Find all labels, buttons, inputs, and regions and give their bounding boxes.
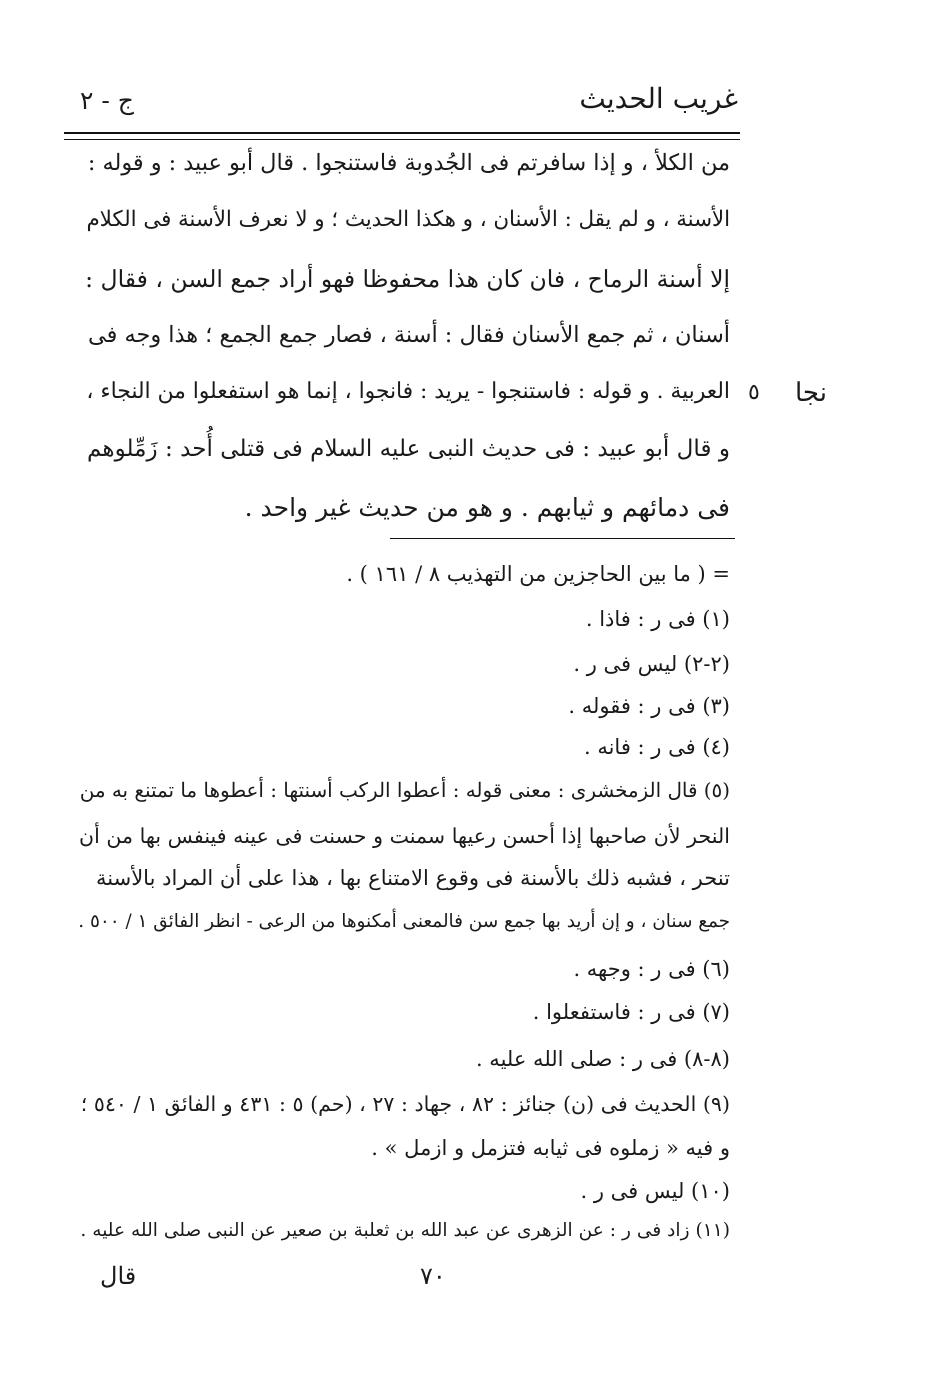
footnote-line: (١) فى ر : فاذا . <box>585 607 730 631</box>
footnote-line: (٩) الحديث فى (ن) جنائز : ٨٢ ، جهاد : ٢٧ ، (حم) ٥ : ٤٣١ و الفائق ١ / ٥٤٠ ؛ <box>80 1092 730 1116</box>
footnote-line: = ( ما بين الحاجزين من التهذيب ٨ / ١٦١ ) . <box>346 562 730 586</box>
footnote-line: تنحر ، فشبه ذلك بالأسنة فى وقوع الامتناع بها ، هذا على أن المراد بالأسنة <box>96 866 730 890</box>
footnote-line: جمع سنان ، و إن أريد بها جمع سن فالمعنى أمكنوها من الرعى - انظر الفائق ١ / ٥٠٠ . <box>78 911 730 932</box>
main-text-line: العربية . و قوله : فاستنجوا - يريد : فانجوا ، إنما هو استفعلوا من النجاء ، <box>86 379 730 404</box>
footnote-separator <box>390 538 735 539</box>
line-number: ٥ <box>748 380 760 405</box>
main-text-line: أسنان ، ثم جمع الأسنان فقال : أسنة ، فصار جمع الجمع ؛ هذا وجه فى <box>88 322 730 348</box>
page-number: ٧٠ <box>420 1262 446 1290</box>
footnote-line: (١٠) ليس فى ر . <box>580 1179 730 1203</box>
main-text-line: فى دمائهم و ثيابهم . و هو من حديث غير واحد . <box>244 493 730 522</box>
footnote-line: (٧) فى ر : فاستفعلوا . <box>532 1000 730 1024</box>
footnote-line: (١١) زاد فى ر : عن الزهرى عن عبد الله بن ثعلبة بن صعير عن النبى صلى الله عليه . <box>80 1220 730 1241</box>
main-text-line: الأسنة ، و لم يقل : الأسنان ، و هكذا الحديث ؛ و لا نعرف الأسنة فى الكلام <box>86 207 730 232</box>
volume-number: ج - ٢ <box>80 86 134 115</box>
footnote-line: النحر لأن صاحبها إذا أحسن رعيها سمنت و حسنت فى عينه فينفس بها من أن <box>78 824 730 848</box>
footnote-line: و فيه « زملوه فى ثيابه فتزمل و ازمل » . <box>371 1136 730 1160</box>
footnote-line: (٣) فى ر : فقوله . <box>568 694 730 718</box>
running-title: غريب الحديث <box>579 82 738 115</box>
catchword: قال <box>100 1262 137 1290</box>
header-rule-thick <box>64 132 740 134</box>
margin-note: نجا <box>795 378 827 408</box>
main-text-line: إلا أسنة الرماح ، فان كان هذا محفوظا فهو أراد جمع السن ، فقال : <box>85 265 730 293</box>
footnote-line: (٥) قال الزمخشرى : معنى قوله : أعطوا الركب أسنتها : أعطوها ما تمتنع به من <box>79 779 730 802</box>
main-text-line: من الكلأ ، و إذا سافرتم فى الجُدوبة فاستنجوا . قال أبو عبيد : و قوله : <box>87 150 730 176</box>
header-rule-thin <box>64 139 740 140</box>
footnote-line: (٤) فى ر : فانه . <box>583 735 730 759</box>
footnote-line: (٦) فى ر : وجهه . <box>573 957 730 981</box>
footnote-line: (٨-٨) فى ر : صلى الله عليه . <box>475 1047 730 1071</box>
footnote-line: (٢-٢) ليس فى ر . <box>573 652 730 676</box>
main-text-line: و قال أبو عبيد : فى حديث النبى عليه السلام فى قتلى أُحد : زَمِّلوهم <box>87 436 730 462</box>
